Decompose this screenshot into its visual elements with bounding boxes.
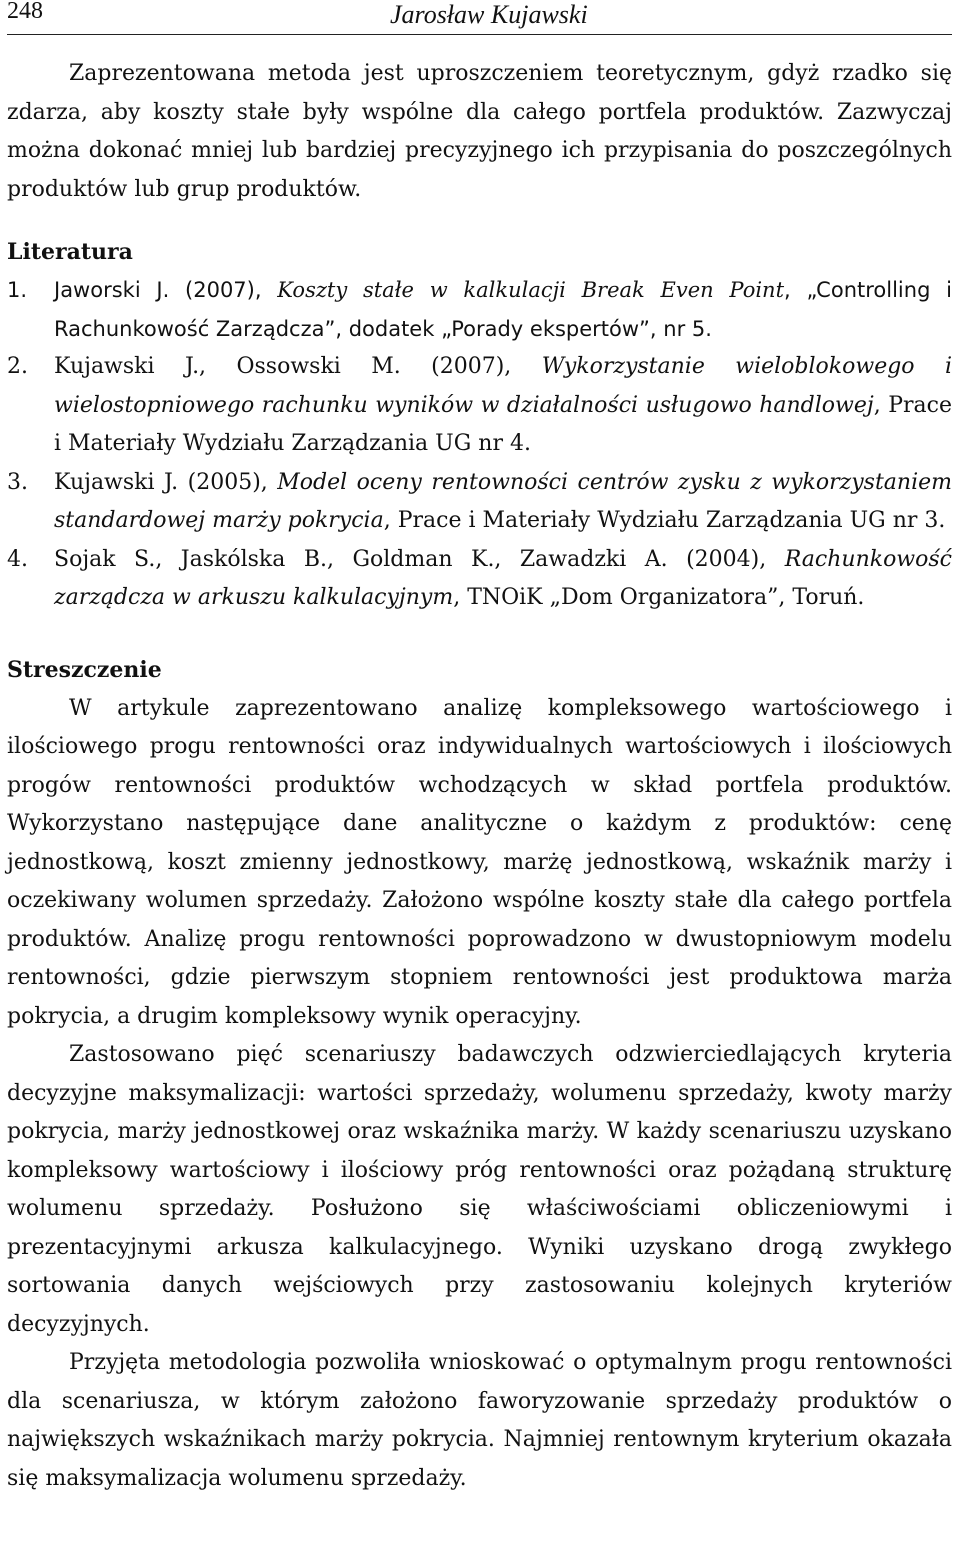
running-header <box>7 0 952 35</box>
reference-authors: Jaworski J. (2007), <box>54 278 278 302</box>
reference-item <box>7 348 952 464</box>
summary-paragraph: Przyjęta metodologia pozwoliła wnioskować o optymalnym progu rentowności dla scenariusza, w którym założono faworyzowanie sprzedaży produktów o największych wskaźnikach marży pokrycia. Najmniej rentownym kryterium okazała się maksymalizacja wolumenu sprzedaży. <box>7 1350 952 1491</box>
reference-number: 1. <box>7 278 28 302</box>
reference-title: Rachunkowość zarządcza w arkuszu kalkulacyjnym <box>54 546 952 610</box>
reference-item <box>7 271 952 348</box>
reference-number: 4. <box>7 546 28 572</box>
reference-number: 2. <box>7 354 28 379</box>
reference-publication: , Prace i Materiały Wydziału Zarządzania UG nr 3. <box>383 508 946 533</box>
page-number: 248 <box>7 0 43 24</box>
reference-number: 3. <box>7 469 28 495</box>
summary-heading: Streszczenie <box>7 656 162 683</box>
reference-item <box>7 464 952 541</box>
intro-paragraph: Zaprezentowana metoda jest uproszczeniem teoretycznym, gdyż rzadko się zdarza, aby koszty stałe były wspólne dla całego portfela produktów. Zazwyczaj można dokonać mniej lub bardziej precyzyjnego ich przypisania do poszczególnych produktów lub grup produktów. <box>7 61 952 202</box>
reference-authors: Sojak S., Jaskólska B., Goldman K., Zawadzki A. (2004), <box>54 546 785 572</box>
reference-publication: , Prace i Materiały Wydziału Zarządzania UG nr 4. <box>54 392 952 456</box>
reference-authors: Kujawski J., Ossowski M. (2007), <box>54 354 542 379</box>
running-title-author: Jarosław Kujawski <box>390 0 588 29</box>
reference-title: Model oceny rentowności centrów zysku z wykorzystaniem standardowej marży pokrycia <box>54 469 952 533</box>
reference-authors: Kujawski J. (2005), <box>54 469 278 495</box>
literature-heading: Literatura <box>7 239 133 265</box>
reference-item <box>7 541 952 618</box>
reference-title: Wykorzystanie wieloblokowego i wielostopniowego rachunku wyników w działalności usługowo handlowej <box>54 354 952 418</box>
reference-publication: , „Controlling i Rachunkowość Zarządcza”, dodatek „Porady ekspertów”, nr 5. <box>54 278 952 341</box>
reference-list <box>7 271 952 618</box>
summary-paragraph: W artykule zaprezentowano analizę kompleksowego wartościowego i ilościowego progu rentowności oraz indywidualnych wartościowych i ilościowych progów rentowności produktów wchodzących w skład portfela produktów. Wykorzystano następujące dane analityczne o każdym z produktów: cenę jednostkową, koszt zmienny jednostkowy, marżę jednostkową, wskaźnik marży i oczekiwany wolumen sprzedaży. Założono wspólne koszty stałe dla całego portfela produktów. Analizę progu rentowności poprowadzono w dwustopniowym modelu rentowności, gdzie pierwszym stopniem rentowności jest produktowa marża pokrycia, a drugim kompleksowy wynik operacyjny. <box>7 695 952 1029</box>
reference-publication: , TNOiK „Dom Organizatora”, Toruń. <box>453 585 865 610</box>
summary-paragraph: Zastosowano pięć scenariuszy badawczych odzwierciedlających kryteria decyzyjne maksymalizacji: wartości sprzedaży, wolumenu sprzedaży, kwoty marży pokrycia, marży jednostkowej oraz wskaźnika marży. W każdy scenariuszu uzyskano kompleksowy wartościowy i ilościowy próg rentowności oraz pożądaną strukturę wolumenu sprzedaży. Posłużono się właściwościami obliczeniowymi i prezentacyjnymi arkusza kalkulacyjnego. Wyniki uzyskano drogą zwykłego sortowania danych wejściowych przy zastosowaniu kolejnych kryteriów decyzyjnych. <box>7 1042 952 1337</box>
reference-title: Koszty stałe w kalkulacji Break Even Point <box>277 278 785 302</box>
